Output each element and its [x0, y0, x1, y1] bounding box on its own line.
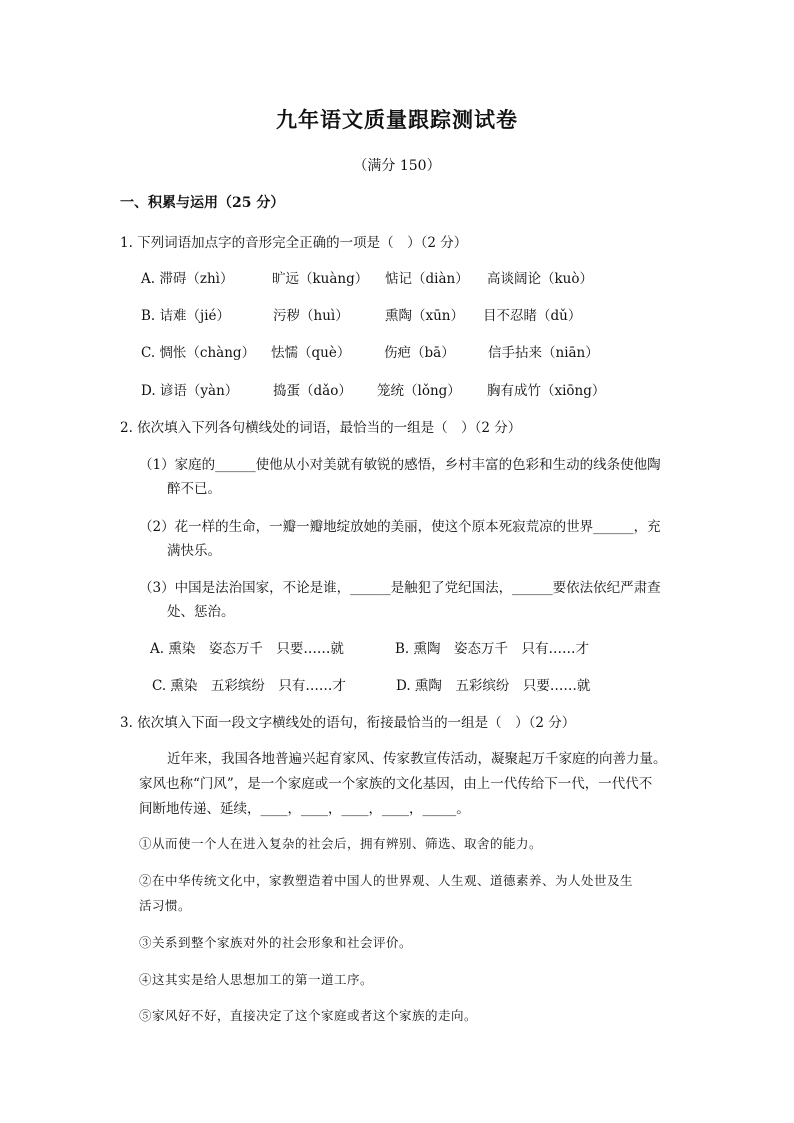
q3-item-2-cont: 活习惯。 [139, 898, 192, 913]
q3-item-2: ②在中华传统文化中，家教塑造着中国人的世界观、人生观、道德素养、为人处世及生 [139, 873, 634, 888]
q3-item-3: ③关系到整个家族对外的社会形象和社会评价。 [139, 935, 413, 950]
page-subtitle: （满分 150） [353, 158, 441, 174]
q2-sentence-2: （2）花一样的生命，一瓣一瓣地绽放她的美丽，使这个原本死寂荒凉的世界______，充 [139, 519, 661, 535]
question-1-stem: 1. 下列词语加点字的音形完全正确的一项是（ ）（2 分） [120, 235, 468, 251]
q3-passage-line-1: 近年来，我国各地普遍兴起育家风、传家教宣传活动，凝聚起万千家庭的向善力量。 [167, 751, 667, 767]
q2-option-d: D. 熏陶 五彩缤纷 只要……就 [396, 678, 591, 694]
q1-option-b-4: 目不忍睹（dǔ） [483, 308, 582, 324]
q3-passage-line-3: 间断地传递、延续，____，____，____，____，_____。 [139, 801, 470, 817]
section-heading: 一、积累与运用（25 分） [120, 195, 285, 211]
q2-sentence-1: （1）家庭的______使他从小对美就有敏锐的感悟，乡村丰富的色彩和生动的线条使他陶 [139, 457, 661, 473]
q1-option-d-1: D. 谚语（yàn） [141, 383, 239, 399]
q2-option-b: B. 熏陶 姿态万千 只有……才 [395, 641, 590, 657]
q1-option-a-3: 惦记（diàn） [385, 271, 469, 287]
question-3-stem: 3. 依次填入下面一段文字横线处的语句，衔接最恰当的一组是（ ）（2 分） [120, 715, 576, 731]
q1-option-d-2: 捣蛋（dǎo） [273, 383, 352, 399]
q1-option-b-1: B. 诘难（jié） [141, 308, 230, 324]
page-title: 九年语文质量跟踪测试卷 [276, 107, 518, 132]
q1-option-a-2: 旷远（kuàng） [272, 271, 369, 287]
q3-passage-line-2: 家风也称“门风”，是一个家庭或一个家族的文化基因，由上一代传给下一代，一代代不 [139, 776, 653, 792]
q1-option-d-4: 胸有成竹（xiōng） [487, 383, 606, 399]
q2-option-a: A. 熏染 姿态万千 只要……就 [150, 641, 344, 657]
q2-sentence-1-cont: 醉不已。 [167, 481, 221, 497]
q2-sentence-3-cont: 处、惩治。 [167, 604, 235, 620]
q2-sentence-2-cont: 满快乐。 [167, 543, 221, 559]
q1-option-d-3: 笼统（lǒng） [377, 383, 461, 399]
q1-option-a-4: 高谈阔论（kuò） [487, 271, 594, 287]
q3-item-5: ⑤家风好不好，直接决定了这个家庭或者这个家族的走向。 [139, 1008, 478, 1023]
q1-option-c-4: 信手拈来（niān） [488, 345, 599, 361]
q3-item-4: ④这其实是给人思想加工的第一道工序。 [139, 972, 374, 987]
question-2-stem: 2. 依次填入下列各句横线处的词语，最恰当的一组是（ ）（2 分） [120, 420, 522, 436]
q1-option-a-1: A. 滞碍（zhì） [141, 271, 234, 287]
q1-option-b-2: 污秽（huì） [273, 308, 349, 324]
q1-option-c-2: 怯懦（què） [271, 345, 351, 361]
q2-sentence-3: （3）中国是法治国家，不论是谁，______是触犯了党纪国法，______要依法依纪严肃查 [139, 580, 661, 596]
q2-option-c: C. 熏染 五彩缤纷 只有……才 [152, 678, 346, 694]
q1-option-c-1: C. 惆怅（chàng） [141, 345, 256, 361]
q1-option-b-3: 熏陶（xūn） [385, 308, 465, 324]
q3-item-1: ①从而使一个人在进入复杂的社会后，拥有辨别、筛选、取舍的能力。 [139, 836, 543, 851]
q1-option-c-3: 伤疤（bā） [384, 345, 455, 361]
